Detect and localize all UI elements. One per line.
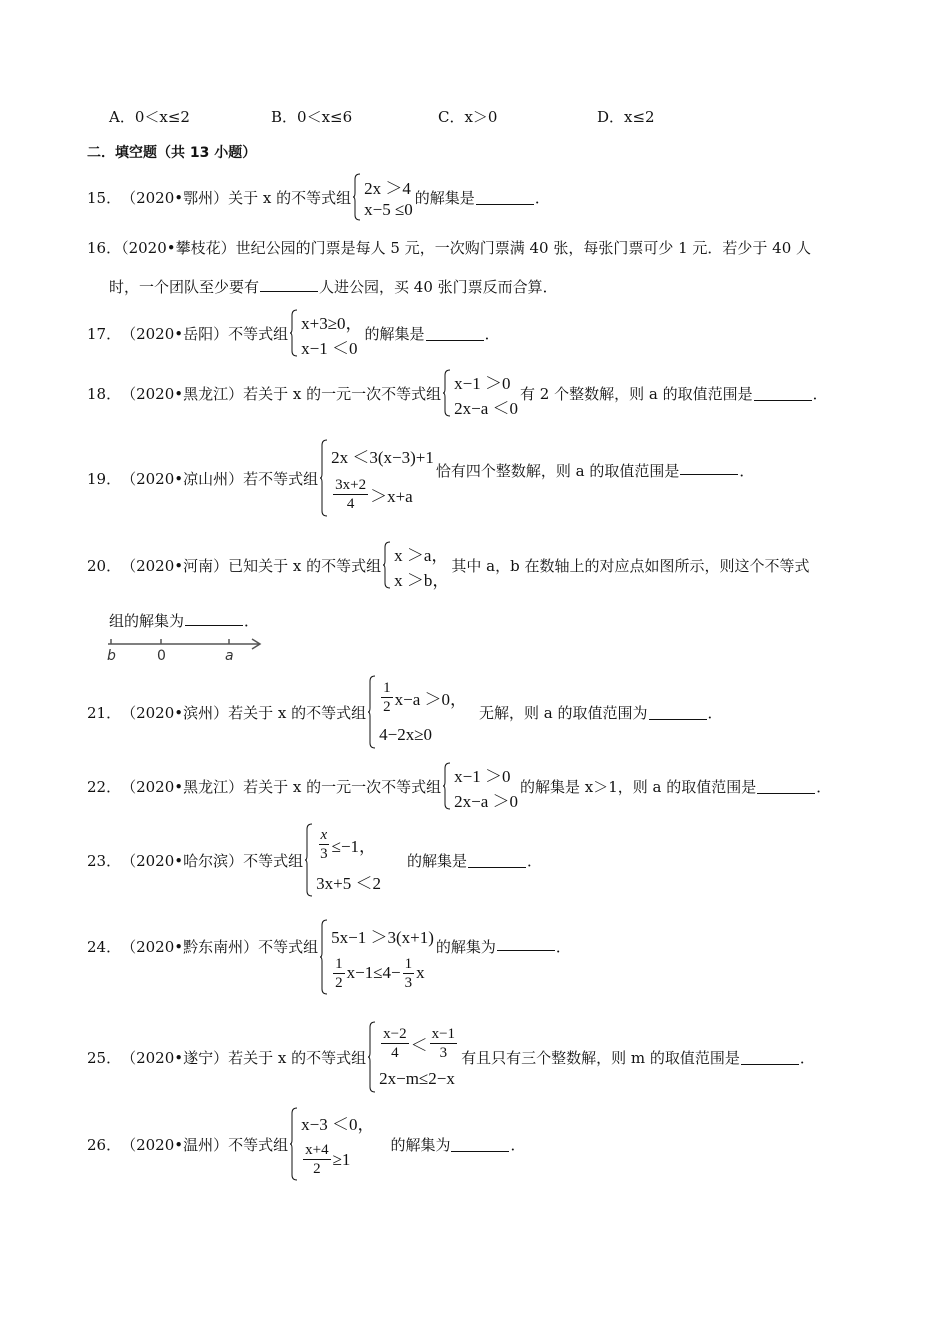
q24-line-1: 5x−1 ＞3(x+1) [331,927,434,947]
option-b: B．0＜x≤6 [271,108,353,126]
q15-line-1: 2x ＞4 [364,178,411,198]
q17-number: 17． [87,324,122,343]
q22-suffix: 的解集是 x＞1，则 a 的取值范围是 [520,777,757,796]
q20-suffix: 其中 a，b 在数轴上的对应点如图所示，则这个不等式 [451,556,810,575]
q15-system [353,173,413,221]
q16-line-1: 16．（2020•攀枝花）世纪公园的门票是每人 5 元，一次购门票满 40 张，每张门票可少 1 元．若少于 40 人 [87,239,812,257]
q18-answer-blank [754,386,812,401]
q24-frac-a-num: 1 [335,955,343,972]
q21-end: ． [707,703,723,722]
axis-label-a: a [225,648,234,664]
option-a: A．0＜x≤2 [109,108,190,126]
q20-system [383,541,449,589]
q23-suffix: 的解集是 [406,851,467,870]
q23-line-2: 3x+5 ＜2 [316,874,381,893]
q19-suffix: 恰有四个整数解，则 a 的取值范围是 [435,462,680,480]
q21-line-2: 4−2x≥0 [379,724,433,744]
q20-number: 20． [87,556,122,575]
q17-suffix: 的解集是 [364,324,425,343]
q17-system [290,309,362,357]
q17-prefix: （2020•岳阳）不等式组 [121,324,289,343]
q24-line-2-mid: x−1≤4− [346,963,401,982]
question-18 [87,368,828,418]
q21-frac-den: 2 [383,699,391,716]
q24-frac-a-den: 2 [335,974,343,991]
q17-answer-blank [426,326,484,341]
q25-end: ． [799,1048,815,1067]
q22-prefix: （2020•黑龙江）若关于 x 的一元一次不等式组 [121,777,442,796]
q25-line-1 [379,1025,459,1062]
q24-frac-b-den: 3 [404,974,413,991]
q23-system [305,823,381,897]
q22-line-1: x−1 ＞0 [454,767,511,786]
q15-suffix: 的解集是 [414,188,475,207]
q26-line-2 [301,1141,374,1178]
q19-answer-blank [680,460,738,475]
q25-frac-a-den: 4 [391,1044,399,1061]
question-15 [87,172,550,222]
q18-prefix: （2020•黑龙江）若关于 x 的一元一次不等式组 [121,384,442,403]
q25-line-2: 2x−m≤2−x [379,1069,455,1089]
q15-answer-blank [476,190,534,205]
q15-number: 15． [87,188,122,207]
q26-prefix: （2020•温州）不等式组 [121,1135,289,1154]
q19-system [320,439,434,517]
q24-line-2-end: x [416,963,425,982]
q19-number: 19． [87,469,122,488]
q25-suffix: 有且只有三个整数解，则 m 的取值范围是 [461,1048,740,1067]
q25-answer-blank [741,1050,799,1065]
q24-answer-blank [497,936,555,951]
option-c: C．x＞0 [438,108,498,126]
q23-prefix: （2020•哈尔滨）不等式组 [121,851,304,870]
q19-frac-num: 3x+2 [335,477,367,493]
q25-prefix: （2020•遂宁）若关于 x 的不等式组 [121,1048,367,1067]
question-19 [87,438,754,518]
q22-end: ． [816,777,832,796]
q26-end: ． [510,1135,526,1154]
q19-prefix: （2020•凉山州）若不等式组 [121,469,319,488]
q21-line-1 [379,679,467,716]
q18-system [443,369,518,417]
q19-line-1: 2x ＜3(x−3)+1 [331,448,434,467]
axis-label-zero: 0 [157,648,166,664]
q23-fraction [318,826,330,863]
q25-frac-b-den: 3 [439,1044,448,1061]
q26-line-1: x−3 ＜0， [301,1115,375,1134]
question-23 [87,822,542,898]
q23-frac-num: x [320,827,328,843]
q25-fraction-a [381,1025,408,1062]
q20-line-2: x ＞b， [394,571,450,590]
q23-line-1 [316,826,381,863]
q21-system [368,675,467,749]
q18-number: 18． [87,384,122,403]
q23-line-1-rest: ≤−1， [331,837,377,856]
q19-frac-den: 4 [346,496,355,512]
q26-answer-blank [451,1137,509,1152]
q18-line-2: 2x−a ＜0 [454,399,519,418]
q23-frac-den: 3 [320,846,328,862]
q25-number: 25． [87,1048,122,1067]
q25-line-1-mid: ＜ [410,1035,428,1055]
q21-frac-num: 1 [383,680,391,697]
q26-system [290,1107,374,1181]
q20-line-2-text: 组的解集为 [109,612,185,630]
q21-answer-blank [649,705,707,720]
q22-number: 22． [87,777,122,796]
q22-system [443,762,518,810]
q24-frac-b-num: 1 [404,955,413,972]
q21-line-1-rest: x−a ＞0， [394,690,468,710]
option-d: D．x≤2 [597,108,655,126]
q25-system [368,1021,459,1093]
q18-line-1: x−1 ＞0 [454,374,511,393]
q23-answer-blank [468,853,526,868]
q24-system [320,919,434,995]
q17-line-1: x+3≥0， [301,314,363,333]
q21-prefix: （2020•滨州）若关于 x 的不等式组 [121,703,367,722]
q16-line-2 [109,276,558,297]
q26-fraction [303,1141,330,1178]
q25-frac-a-num: x−2 [383,1025,407,1042]
q19-line-2-rest: ＞x+a [370,487,413,506]
q19-line-2 [331,476,434,513]
q26-frac-num: x+4 [305,1142,329,1158]
q25-fraction-b [430,1025,457,1062]
question-17 [87,308,500,358]
q24-fraction-a [333,955,345,992]
q19-end: ． [739,462,755,480]
q18-end: ． [812,384,828,403]
q24-end: ． [555,938,571,956]
q21-number: 21． [87,703,122,722]
question-26 [87,1106,526,1182]
q24-number: 24． [87,938,122,956]
q19-fraction [333,476,368,513]
question-22 [87,761,831,811]
q24-fraction-b [403,955,415,992]
q21-suffix: 无解，则 a 的取值范围为 [479,703,648,722]
q18-suffix: 有 2 个整数解，则 a 的取值范围是 [520,384,753,403]
q26-number: 26． [87,1135,122,1154]
q24-prefix: （2020•黔东南州）不等式组 [121,938,319,956]
question-20 [87,540,809,590]
q15-line-2: x−5 ≤0 [364,200,413,220]
question-24 [87,918,571,996]
q17-line-2: x−1 ＜0 [301,339,358,358]
q25-frac-b-num: x−1 [431,1025,456,1042]
q23-number: 23． [87,851,122,870]
question-25 [87,1020,815,1094]
q26-line-2-rest: ≥1 [332,1149,351,1169]
q22-answer-blank [757,779,815,794]
section-title: 二．填空题（共 13 小题） [87,145,257,161]
q22-line-2: 2x−a ＞0 [454,792,519,811]
q20-answer-blank [185,611,243,626]
question-21 [87,674,723,750]
q24-line-2 [331,955,434,992]
q26-frac-den: 2 [313,1161,321,1177]
q20-prefix: （2020•河南）已知关于 x 的不等式组 [121,556,382,575]
q20-line-1: x ＞a， [394,546,449,565]
q15-end: ． [534,188,550,207]
q20-line-continuation [109,610,259,631]
q16-answer-blank [260,277,318,292]
q16-line-2-prefix: 时，一个团队至少要有 [109,278,260,296]
q23-end: ． [526,851,542,870]
axis-label-b: b [107,648,116,664]
q21-fraction [381,679,393,716]
q20-end: ． [244,612,260,630]
q17-end: ． [484,324,500,343]
q24-suffix: 的解集为 [435,938,496,956]
q20-number-line [100,634,270,664]
q16-line-2-suffix: 人进公园，买 40 张门票反而合算． [319,278,558,296]
q26-suffix: 的解集为 [390,1135,451,1154]
q15-prefix: （2020•鄂州）关于 x 的不等式组 [121,188,352,207]
